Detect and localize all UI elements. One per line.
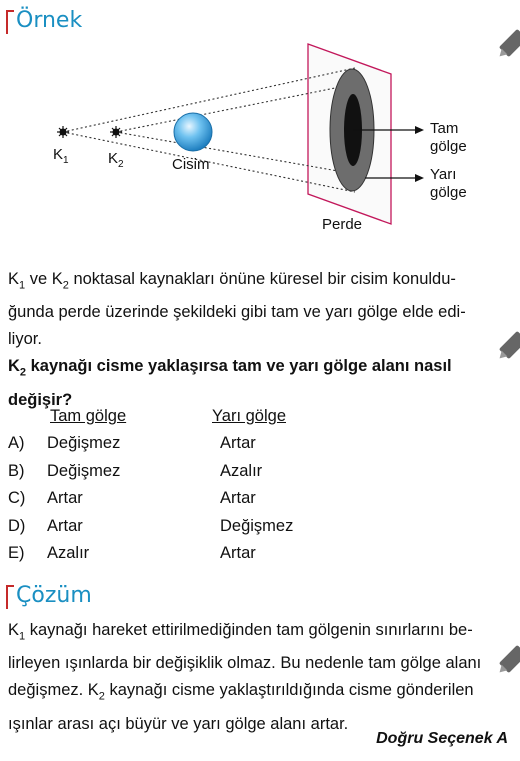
title-bracket-icon <box>6 585 14 609</box>
option-letter: D) <box>8 517 26 535</box>
umbra-label: Tam gölge <box>430 120 467 155</box>
umbra-arrow-head <box>415 126 424 134</box>
title-bracket-icon <box>6 10 14 34</box>
k2-label: $K_2$ <box>108 150 124 170</box>
penumbra-arrow-head <box>415 174 424 182</box>
option-partial: Artar <box>220 434 256 452</box>
option-partial: Artar <box>220 489 256 507</box>
example-title: Örnek <box>16 8 83 33</box>
option-e[interactable] <box>8 544 408 570</box>
screen-label: Perde <box>322 216 363 233</box>
option-partial: Azalır <box>220 462 263 480</box>
solution-text <box>8 617 513 738</box>
correct-answer: Doğru Seçenek A <box>376 730 508 747</box>
option-partial: Artar <box>220 544 256 562</box>
problem-line-2: ğunda perde üzerinde şekildeki gibi tam ve yarı gölge elde edi- <box>8 303 466 322</box>
option-full: Değişmez <box>47 434 121 452</box>
option-letter: A) <box>8 434 25 452</box>
solution-line-4: ışınlar arası açı büyür ve yarı gölge alanı artar. <box>8 714 349 733</box>
option-full: Artar <box>47 517 83 535</box>
options-header-full: Tam gölge <box>50 407 127 425</box>
object-label: Cisim <box>172 156 210 173</box>
k1-label: $K_1$ <box>53 146 69 166</box>
question-line-1: $K_2$ kaynağı cisme yaklaşırsa tam ve yarı gölge alanı nasıl <box>8 357 452 379</box>
sphere-object <box>174 113 212 151</box>
solution-title: Çözüm <box>16 583 92 608</box>
option-letter: E) <box>8 544 25 562</box>
option-full: Artar <box>47 489 83 507</box>
problem-line-1: $K_1$ ve $K_2$ noktasal kaynakları önüne küresel bir cisim konuldu- <box>8 270 456 292</box>
option-c[interactable] <box>8 489 408 515</box>
solution-line-3: değişmez. $K_2$ kaynağı cisme yaklaştırıldığında cisme gönderilen <box>8 681 474 703</box>
option-a[interactable] <box>8 434 408 460</box>
option-partial: Değişmez <box>220 517 294 535</box>
penumbra-label: Yarı gölge <box>430 166 467 201</box>
option-d[interactable] <box>8 517 408 543</box>
question-line-2: değişir? <box>8 390 73 409</box>
solution-line-2: lirleyen ışınlarda bir değişiklik olmaz. Bu nedenle tam gölge alanı <box>8 654 482 673</box>
problem-line-3: liyor. <box>8 330 42 349</box>
options-header-partial: Yarı gölge <box>212 407 286 425</box>
option-letter: B) <box>8 462 25 480</box>
solution-line-1: $K_1$ kaynağı hareket ettirilmediğinden tam gölgenin sınırlarını be- <box>8 621 473 643</box>
option-letter: C) <box>8 489 26 507</box>
option-b[interactable] <box>8 462 408 488</box>
option-full: Azalır <box>47 544 90 562</box>
problem-text <box>8 266 513 414</box>
option-full: Değişmez <box>47 462 121 480</box>
